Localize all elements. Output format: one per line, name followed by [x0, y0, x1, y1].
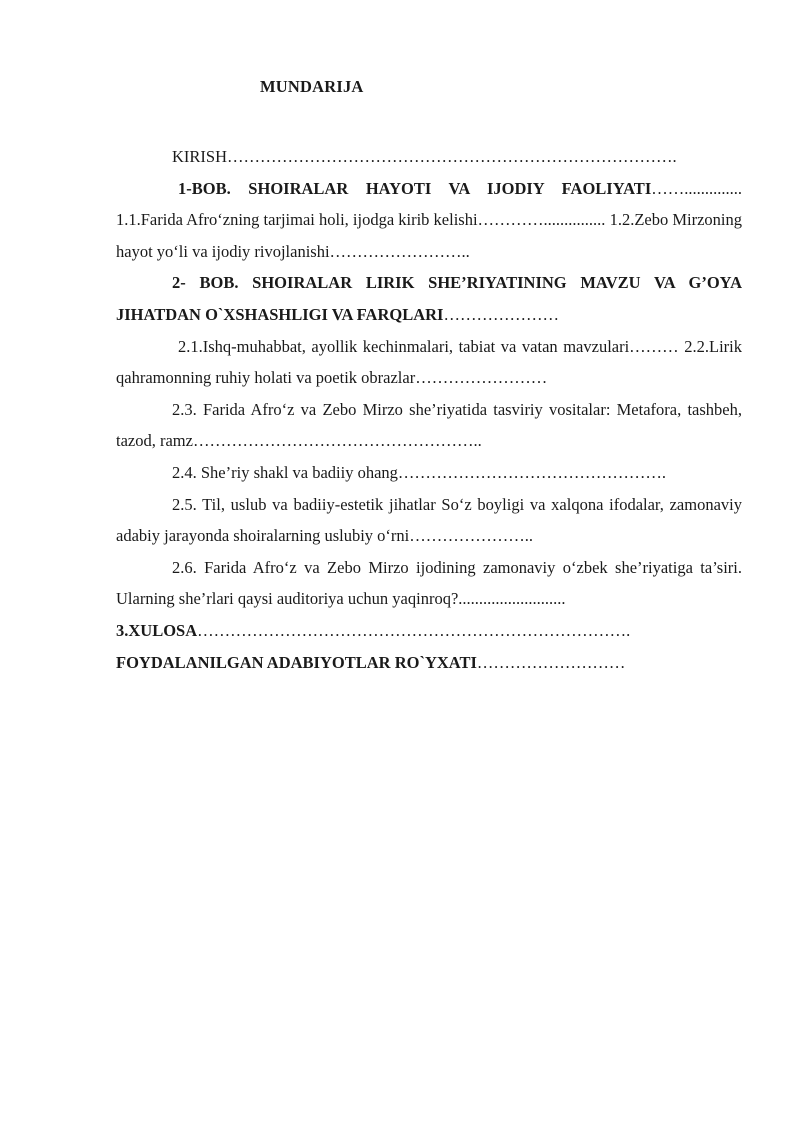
toc-entry-2-5: [116, 489, 742, 552]
toc-chapter-2-heading: 2- BOB. SHOIRALAR LIRIK SHE’RIYATINING MAVZU VA G’OYA JIHATDAN O`XSHASHLIGI VA FARQLARI: [116, 273, 742, 324]
toc-entry-intro: [116, 141, 742, 173]
toc-section-2-1: 2.1.Ishq-muhabbat, ayollik kechinmalari, tabiat va vatan mavzulari………: [178, 336, 679, 356]
toc-section-2-5: 2.5. Til, uslub va badiiy-estetik jihatlar So‘z boyligi va xalqona ifodalar, zamonaviy adabiy jarayonda shoiralarning uslubiy o‘rni…………………..: [116, 494, 742, 546]
toc-section-2-2: 2.2.Lirik qahramonning ruhiy holati va poetik obrazlar……………………: [116, 336, 742, 388]
toc-references-dots: ………………………: [476, 652, 626, 672]
toc-entry-2-4: [116, 457, 742, 489]
toc-chapter-1-heading: 1-BOB. SHOIRALAR HAYOTI VA IJODIY FAOLIYATI: [178, 178, 652, 198]
toc-conclusion-dots: …………………………………………………………………….: [197, 620, 631, 640]
toc-section-2-3: 2.3. Farida Afro‘z va Zebo Mirzo she’riyatida tasviriy vositalar: Metafora, tashbeh, tazod, ramz……………………………………………..: [116, 399, 742, 451]
toc-conclusion-label: 3.XULOSA: [116, 620, 198, 640]
toc-section-1-2: 1.2.Zebo Mirzoning hayot yo‘li va ijodiy rivojlanishi……………………..: [116, 210, 742, 261]
page-title: MUNDARIJA: [260, 77, 364, 96]
table-of-contents: [116, 141, 742, 678]
toc-chapter-2-dots: …………………: [443, 304, 559, 324]
toc-entry-2-1-2-2: [116, 331, 742, 394]
toc-entry-2-6: [116, 552, 742, 615]
toc-section-1-1: 1.1.Farida Afro‘zning tarjimai holi, ijodga kirib kelishi…………...............: [116, 210, 610, 230]
toc-entry-references: [116, 647, 742, 679]
toc-entry-conclusion: [116, 615, 742, 647]
toc-chapter-1-dots: ……..............: [651, 178, 742, 198]
toc-section-2-4: 2.4. She’riy shakl va badiiy ohang………………………………………….: [172, 462, 667, 482]
toc-entry-chapter-1: [116, 173, 742, 268]
toc-references-label: FOYDALANILGAN ADABIYOTLAR RO`YXATI: [116, 652, 477, 672]
toc-entry-2-3: [116, 394, 742, 457]
toc-entry-chapter-2: [116, 267, 742, 330]
toc-section-2-6: 2.6. Farida Afro‘z va Zebo Mirzo ijodining zamonaviy o‘zbek she’riyatiga ta’siri. Ularning she’rlari qaysi auditoriya uchun yaqinroq?..........................: [116, 557, 742, 609]
toc-intro-text: KIRISH……………………………………………………………………….: [172, 147, 677, 166]
